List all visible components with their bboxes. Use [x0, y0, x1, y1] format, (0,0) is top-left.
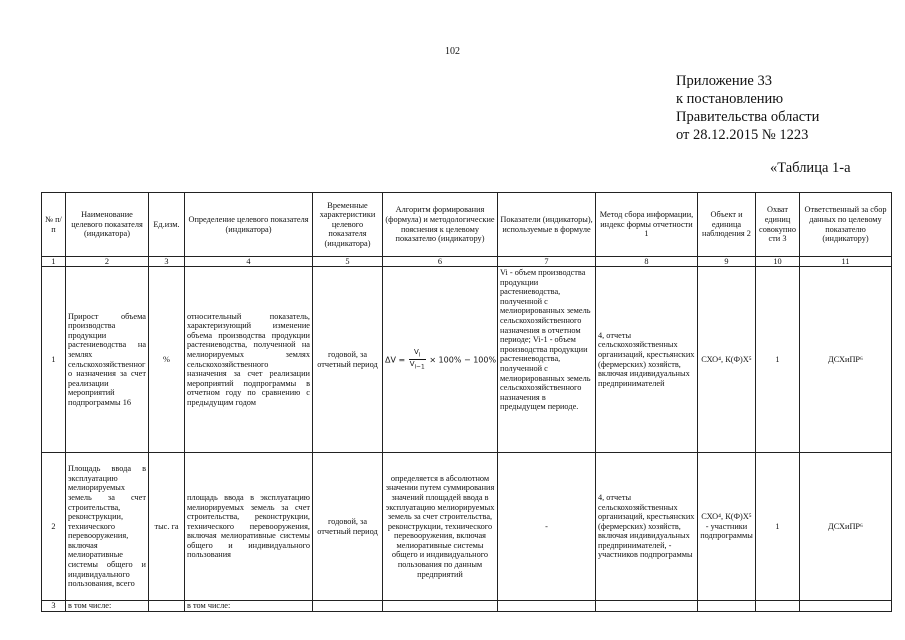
definition: площадь ввода в эксплуатацию мелиорируемых земель за счет строительства, реконструкции, технического перевооружения, включая мелиоративные системы общего и индивидуального пользования — [185, 453, 313, 601]
collection-method: 4, отчеты сельскохозяйственных организаций, крестьянских (фермерских) хозяйств, включая индивидуальных предпринимателей, - участников подпрограммы — [596, 453, 698, 601]
formula-lhs: ΔV = — [385, 355, 406, 364]
appendix-line-1: Приложение 33 — [676, 73, 772, 89]
appendix-line-4: от 28.12.2015 № 1223 — [676, 127, 809, 143]
header-cell: Определение целевого показателя (индикатора) — [185, 193, 313, 257]
observation-object: СХО⁴, К(Ф)Х⁵ — [698, 267, 756, 453]
period: годовой, за отчетный период — [313, 453, 383, 601]
column-number: 11 — [800, 257, 892, 267]
column-number-row — [42, 257, 892, 267]
observation-object: СХО⁴, К(Ф)Х⁵ - участники подпрограммы — [698, 453, 756, 601]
header-row — [42, 193, 892, 257]
formula — [383, 267, 498, 453]
column-number: 4 — [185, 257, 313, 267]
column-number: 1 — [42, 257, 66, 267]
formula-fraction — [409, 348, 426, 372]
unit: тыс. га — [149, 453, 185, 601]
appendix-line-3: Правительства области — [676, 109, 820, 125]
header-cell: Ответственный за сбор данных по целевому показателю (индикатору) — [800, 193, 892, 257]
definition: в том числе: — [185, 601, 313, 612]
formula-numerator-symbol: V — [414, 347, 419, 356]
indicator-name: в том числе: — [66, 601, 149, 612]
indicator-name: Прирост объема производства продукции растениеводства на землях сельскохозяйственного назначения за счет реализации мероприятий подпрограммы 16 — [66, 267, 149, 453]
header-cell: Временные характеристики целевого показателя (индикатора) — [313, 193, 383, 257]
appendix-line-2: к постановлению — [676, 91, 784, 107]
row-number: 3 — [42, 601, 66, 612]
header-cell: Объект и единица наблюдения 2 — [698, 193, 756, 257]
column-number: 2 — [66, 257, 149, 267]
column-number: 6 — [383, 257, 498, 267]
coverage: 1 — [756, 267, 800, 453]
header-cell: Наименование целевого показателя (индикатора) — [66, 193, 149, 257]
column-number: 8 — [596, 257, 698, 267]
empty-cell — [596, 601, 698, 612]
table-row — [42, 267, 892, 453]
empty-cell — [498, 601, 596, 612]
column-number: 3 — [149, 257, 185, 267]
empty-cell — [149, 601, 185, 612]
formula-denominator — [409, 360, 426, 371]
empty-cell — [800, 601, 892, 612]
table-row — [42, 601, 892, 612]
unit: % — [149, 267, 185, 453]
header-cell: Показатели (индикаторы), используемые в формуле — [498, 193, 596, 257]
column-number: 7 — [498, 257, 596, 267]
table-row — [42, 453, 892, 601]
formula-rhs: × 100% − 100% — [429, 355, 497, 364]
indicators-used: Vi - объем производства продукции растениеводства, полученной с мелиорированных земель сельскохозяйственного назначения в отчетном периоде; Vi-1 - объем производства продукции растениеводства, полученной с мелиорированных земель сельскохозяйственного назначения в предыдущем периоде. — [498, 267, 596, 453]
header-cell: № п/п — [42, 193, 66, 257]
formula-numerator-sub: i — [418, 352, 421, 358]
appendix-block — [676, 72, 819, 144]
period: годовой, за отчетный период — [313, 267, 383, 453]
formula-denominator-sub: i−1 — [414, 364, 425, 371]
header-cell: Метод сбора информации, индекс формы отчетности 1 — [596, 193, 698, 257]
empty-cell — [698, 601, 756, 612]
collection-method: 4, отчеты сельскохозяйственных организаций, крестьянских (фермерских) хозяйств, включая индивидуальных предпринимателей — [596, 267, 698, 453]
responsible: ДСХиПР⁶ — [800, 453, 892, 601]
header-cell: Алгоритм формирования (формула) и методологические пояснения к целевому показателю (индикатору) — [383, 193, 498, 257]
indicator-table — [41, 192, 892, 612]
column-number: 5 — [313, 257, 383, 267]
empty-cell — [313, 601, 383, 612]
formula-numerator — [409, 348, 426, 360]
empty-cell — [383, 601, 498, 612]
header-cell: Ед.изм. — [149, 193, 185, 257]
indicators-used: - — [498, 453, 596, 601]
empty-cell — [756, 601, 800, 612]
header-cell: Охват единиц совокупности 3 — [756, 193, 800, 257]
row-number: 2 — [42, 453, 66, 601]
formula-denominator-symbol: V — [409, 360, 415, 368]
definition: относительный показатель, характеризующий изменение объема производства продукции растениеводства, полученной на мелиорируемых землях сельскохозяйственного назначения за счет реализации мероприятий подпрограммы в отчетном году по сравнению с предыдущим годом — [185, 267, 313, 453]
formula-text: определяется в абсолютном значении путем суммирования значений площадей ввода в эксплуатацию мелиорируемых земель за счет строительства, реконструкции, технического перевооружения, включая мелиоративные системы общего и индивидуального пользования по данным предприятий — [383, 453, 498, 601]
responsible: ДСХиПР⁶ — [800, 267, 892, 453]
page-number: 102 — [445, 46, 460, 57]
column-number: 10 — [756, 257, 800, 267]
indicator-name: Площадь ввода в эксплуатацию мелиорируемых земель за счет строительства, реконструкции, технического перевооружения, включая мелиоративные системы общего и индивидуального пользования, всего — [66, 453, 149, 601]
row-number: 1 — [42, 267, 66, 453]
table-label: «Таблица 1-а — [770, 160, 851, 176]
column-number: 9 — [698, 257, 756, 267]
coverage: 1 — [756, 453, 800, 601]
